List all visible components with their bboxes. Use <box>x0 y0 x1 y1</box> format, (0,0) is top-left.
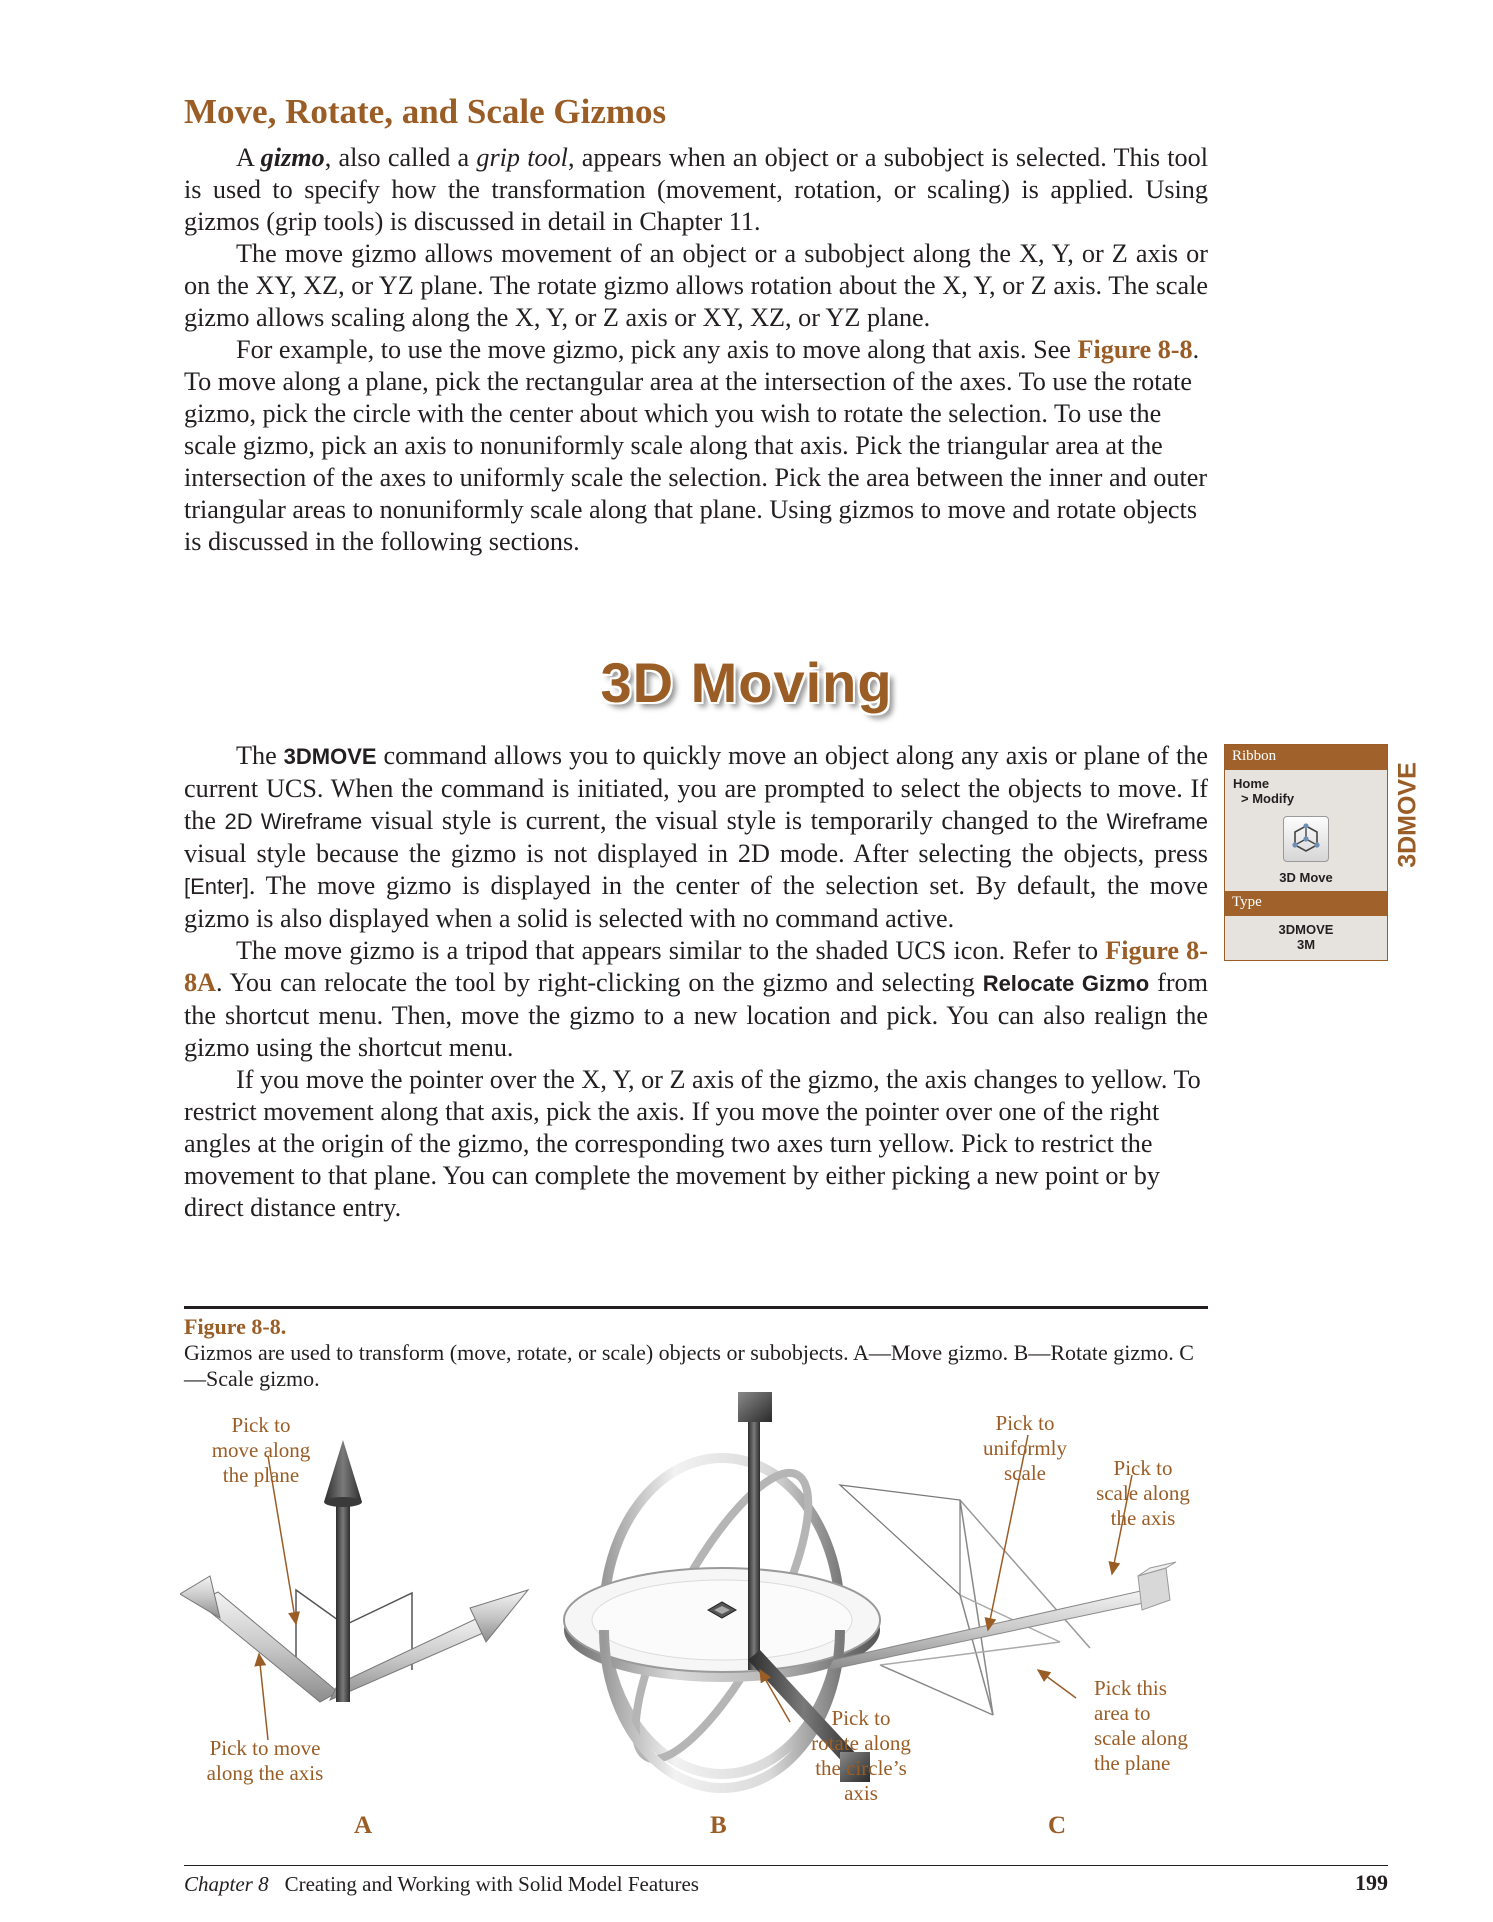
3d-moving-heading: 3D Moving <box>600 651 893 714</box>
ribbon-tab: Home <box>1233 776 1270 791</box>
term-gizmo: gizmo <box>260 143 325 172</box>
panel-label-c: C <box>1048 1812 1067 1839</box>
panel-label-b: B <box>710 1812 727 1839</box>
callout-uniform-scale: Pick to uniformly scale <box>983 1411 1067 1485</box>
section-heading: Move, Rotate, and Scale Gizmos <box>184 92 667 131</box>
paragraph: The move gizmo allows movement of an object or a subobject along the X, Y, or Z axis or on the XY, XZ, or YZ plane. The rotate gizmo allows rotation about the X, Y, or Z axis. The scale gizmo allows scaling along the X, Y, or Z axis or XY, XZ, or YZ plane. <box>184 239 1208 332</box>
figure-reference: Figure 8-8A <box>184 936 1208 997</box>
page-number: 199 <box>1355 1870 1388 1895</box>
ribbon-panel: > Modify <box>1241 791 1295 806</box>
3d-moving-text <box>184 740 1208 1224</box>
type-command: 3DMOVE <box>1278 922 1334 937</box>
callout-move-axis: Pick to move along the axis <box>206 1736 324 1785</box>
chapter-title: Creating and Working with Solid Model Features <box>284 1872 699 1896</box>
running-footer <box>184 1872 699 1897</box>
callout-move-plane: Pick to move along the plane <box>211 1413 311 1487</box>
paragraph: If you move the pointer over the X, Y, or Z axis of the gizmo, the axis changes to yellow. To restrict movement along that axis, pick the axis. If you move the pointer over one of the right angles at the origin of the gizmo, the corresponding two axes turn yellow. Pick to restrict the movement to that plane. You can complete the movement by either picking a new point or by direct distance entry. <box>184 1065 1201 1222</box>
type-label: Type <box>1225 891 1387 916</box>
command-thumb-tab-label: 3DMOVE <box>1393 762 1422 868</box>
visual-style-name: 2D Wireframe <box>224 809 363 834</box>
menu-item-name: Relocate Gizmo <box>982 971 1150 996</box>
paragraph: For example, to use the move gizmo, pick any axis to move along that axis. See Figure 8-8. To move along a plane, pick the rectangular area at the intersection of the axes. To use the rotate gizmo, pick the circle with the center about which you wish to rotate the selection. To use the scale gizmo, pick an axis to nonuniformly scale along that axis. Pick the triangular area at the intersection of the axes to uniformly scale the selection. Pick the area between the inner and outer triangular areas to nonuniformly scale along that plane. Using gizmos to move and rotate objects is discussed in the following sections. <box>184 335 1208 556</box>
visual-style-name: Wireframe <box>1106 809 1208 834</box>
term-grip-tool: grip tool <box>476 143 568 172</box>
callout-rotate-axis: Pick to rotate along the circle’s axis <box>811 1706 911 1805</box>
key-name: [Enter] <box>184 874 249 899</box>
figure-rule <box>184 1306 1208 1309</box>
paragraph: The move gizmo is a tripod that appears similar to the shaded UCS icon. Refer to Figure 8-8A. You can relocate the tool by right-clicking on the gizmo and selecting Relocate Gizmo from the shortcut menu. Then, move the gizmo to a new location and pick. You can also realign the gizmo using the shortcut menu. <box>184 936 1209 1062</box>
callout-scale-plane: Pick this area to scale along the plane <box>1094 1676 1188 1775</box>
paragraph: The 3DMOVE command allows you to quickly move an object along any axis or plane of the current UCS. When the command is initiated, you are prompted to select the objects to move. If the 2D Wireframe visual style is current, the visual style is temporarily changed to the Wireframe visual style because the gizmo is not displayed in 2D mode. After selecting the objects, press [Enter]. The move gizmo is displayed in the center of the selection set. By default, the move gizmo is also displayed when a solid is selected with no command active. <box>184 741 1209 933</box>
type-alias: 3M <box>1296 937 1316 952</box>
chapter-number: Chapter 8 <box>184 1872 269 1896</box>
command-name: 3DMOVE <box>283 744 377 769</box>
figure-reference: Figure 8-8 <box>1077 335 1193 364</box>
figure-caption: Gizmos are used to transform (move, rotate, or scale) objects or subobjects. A—Move gizmo. B—Rotate gizmo. C—Scale gizmo. <box>184 1340 1194 1391</box>
3d-move-icon[interactable] <box>1283 816 1329 862</box>
figure-number: Figure 8-8. <box>184 1314 287 1339</box>
gizmo-intro-text <box>184 142 1208 558</box>
callout-scale-axis: Pick to scale along the axis <box>1096 1456 1190 1530</box>
3d-move-button-label: 3D Move <box>1279 870 1333 885</box>
command-access-box <box>1224 744 1388 961</box>
footer-rule <box>184 1865 1388 1866</box>
paragraph: A gizmo, also called a grip tool, appears when an object or a subobject is selected. This tool is used to specify how the transformation (movement, rotation, or scaling) is applied. Using gizmos (grip tools) is discussed in detail in Chapter 11. <box>184 143 1208 236</box>
panel-label-a: A <box>354 1812 373 1839</box>
ribbon-label: Ribbon <box>1225 745 1387 770</box>
command-thumb-tab <box>1388 740 1428 890</box>
